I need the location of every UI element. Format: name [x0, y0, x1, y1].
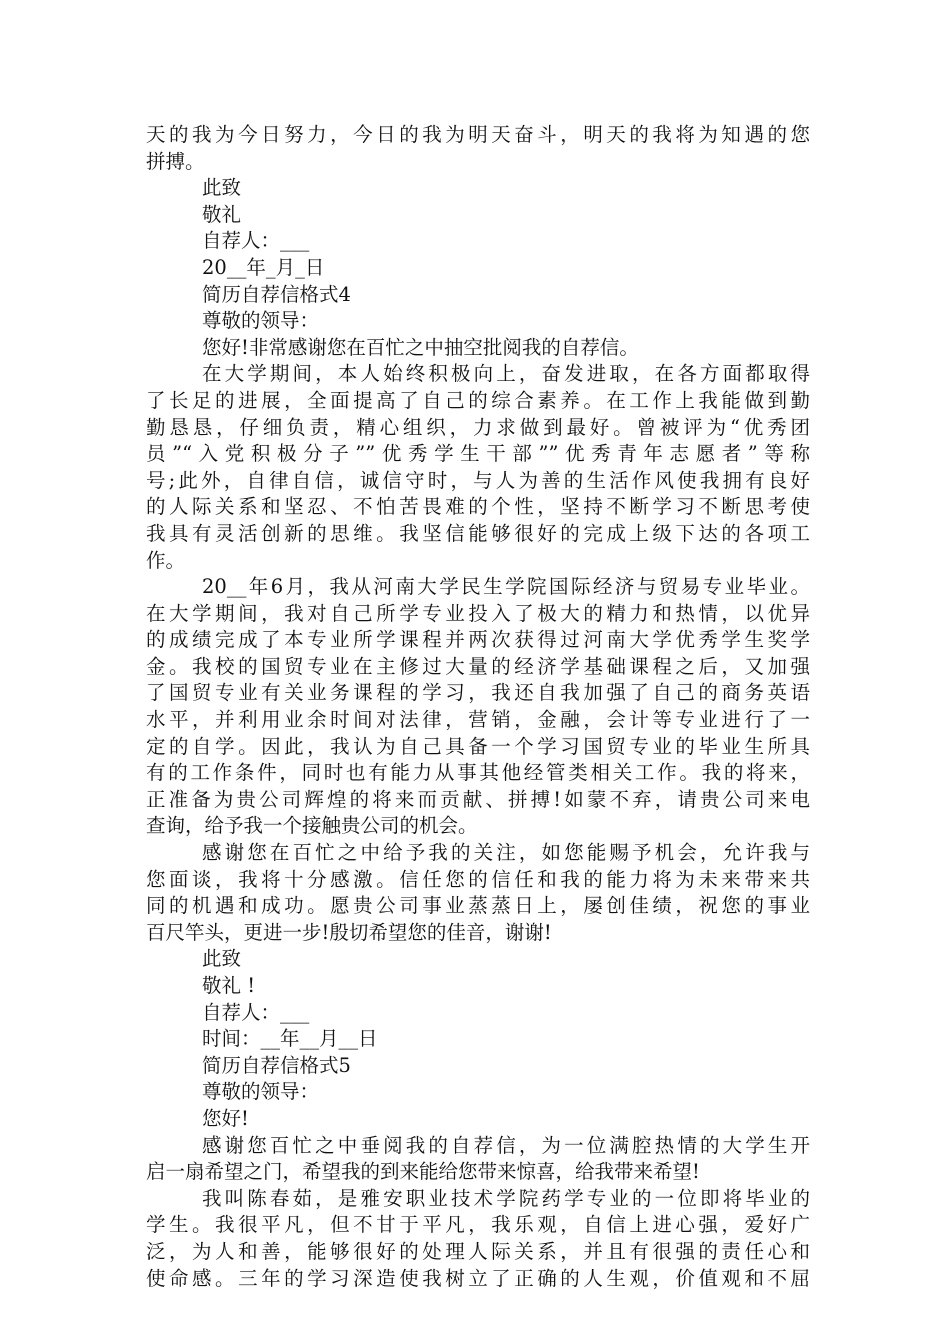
text-line: 同的机遇和成功。愿贵公司事业蒸蒸日上，屡创佳绩，祝您的事业	[146, 894, 810, 918]
text-line: 此致	[202, 947, 242, 971]
text-line: 百尺竿头，更进一步!殷切希望您的佳音，谢谢!	[146, 920, 552, 944]
text-line: 学生。我很平凡，但不甘于平凡，我乐观，自信上进心强，爱好广	[146, 1213, 810, 1237]
text-line: 您面谈，我将十分感激。信任您的信任和我的能力将为未来带来共	[146, 867, 810, 891]
text-line: 感谢您在百忙之中给予我的关注，如您能赐予机会，允许我与	[202, 841, 810, 865]
text-line: 我叫陈春茹，是雅安职业技术学院药学专业的一位即将毕业的	[202, 1186, 810, 1210]
text-line: 泛，为人和善，能够很好的处理人际关系，并且有很强的责任心和	[146, 1239, 810, 1263]
text-line: 20__年6月，我从河南大学民生学院国际经济与贸易专业毕业。	[202, 575, 810, 599]
text-line: 的人际关系和坚忍、不怕苦畏难的个性，坚持不断学习不断思考使	[146, 495, 810, 519]
text-line: 自荐人：___	[202, 1000, 310, 1024]
text-line: 员”“入党积极分子””优秀学生干部””优秀青年志愿者”等称	[146, 442, 810, 466]
text-line: 作。	[146, 548, 186, 572]
text-line: 此致	[202, 176, 242, 200]
text-line: 敬礼	[202, 202, 242, 226]
text-line: 正准备为贵公司辉煌的将来而贡献、拼搏!如蒙不弃，请贵公司来电	[146, 787, 810, 811]
text-line: 您好!非常感谢您在百忙之中抽空批阅我的自荐信。	[202, 335, 639, 359]
text-line: 时间：__年__月__日	[202, 1027, 378, 1051]
text-line: 号;此外，自律自信，诚信守时，与人为善的生活作风使我拥有良好	[146, 468, 810, 492]
text-line: 金。我校的国贸专业在主修过大量的经济学基础课程之后，又加强	[146, 654, 810, 678]
text-line: 拼搏。	[146, 149, 205, 173]
text-line: 尊敬的领导：	[202, 309, 320, 333]
text-line: 定的自学。因此，我认为自己具备一个学习国贸专业的毕业生所具	[146, 734, 810, 758]
text-line: 有的工作条件，同时也有能力从事其他经管类相关工作。我的将来，	[146, 761, 810, 785]
text-line: 感谢您百忙之中垂阅我的自荐信，为一位满腔热情的大学生开	[202, 1133, 810, 1157]
text-line: 水平，并利用业余时间对法律，营销，金融，会计等专业进行了一	[146, 708, 810, 732]
text-line: 简历自荐信格式4	[202, 282, 351, 306]
text-line: 的成绩完成了本专业所学课程并两次获得过河南大学优秀学生奖学	[146, 628, 810, 652]
document-page	[146, 122, 810, 1292]
text-line: 查询，给予我一个接触贵公司的机会。	[146, 814, 478, 838]
text-line: 天的我为今日努力，今日的我为明天奋斗，明天的我将为知遇的您	[146, 123, 810, 146]
text-line: 您好!	[202, 1106, 249, 1130]
text-line: 简历自荐信格式5	[202, 1053, 351, 1077]
text-line: 在大学期间，本人始终积极向上，奋发进取，在各方面都取得	[202, 362, 810, 386]
text-line: 了国贸专业有关业务课程的学习，我还自我加强了自己的商务英语	[146, 681, 810, 705]
text-line: 自荐人：___	[202, 229, 310, 253]
text-line: 启一扇希望之门，希望我的到来能给您带来惊喜，给我带来希望!	[146, 1160, 700, 1184]
text-line: 敬礼 !	[202, 974, 256, 997]
text-line: 我具有灵活创新的思维。我坚信能够很好的完成上级下达的各项工	[146, 521, 810, 545]
text-line: 尊敬的领导：	[202, 1080, 320, 1104]
text-line: 在大学期间，我对自己所学专业投入了极大的精力和热情，以优异	[146, 601, 810, 625]
text-line: 20__年_月_日	[202, 255, 325, 279]
text-line: 勤恳恳，仔细负责，精心组织，力求做到最好。曾被评为“优秀团	[146, 415, 810, 439]
text-line: 使命感。三年的学习深造使我树立了正确的人生观，价值观和不屈	[146, 1266, 810, 1290]
text-line: 了长足的进展，全面提高了自己的综合素养。在工作上我能做到勤	[146, 388, 810, 412]
